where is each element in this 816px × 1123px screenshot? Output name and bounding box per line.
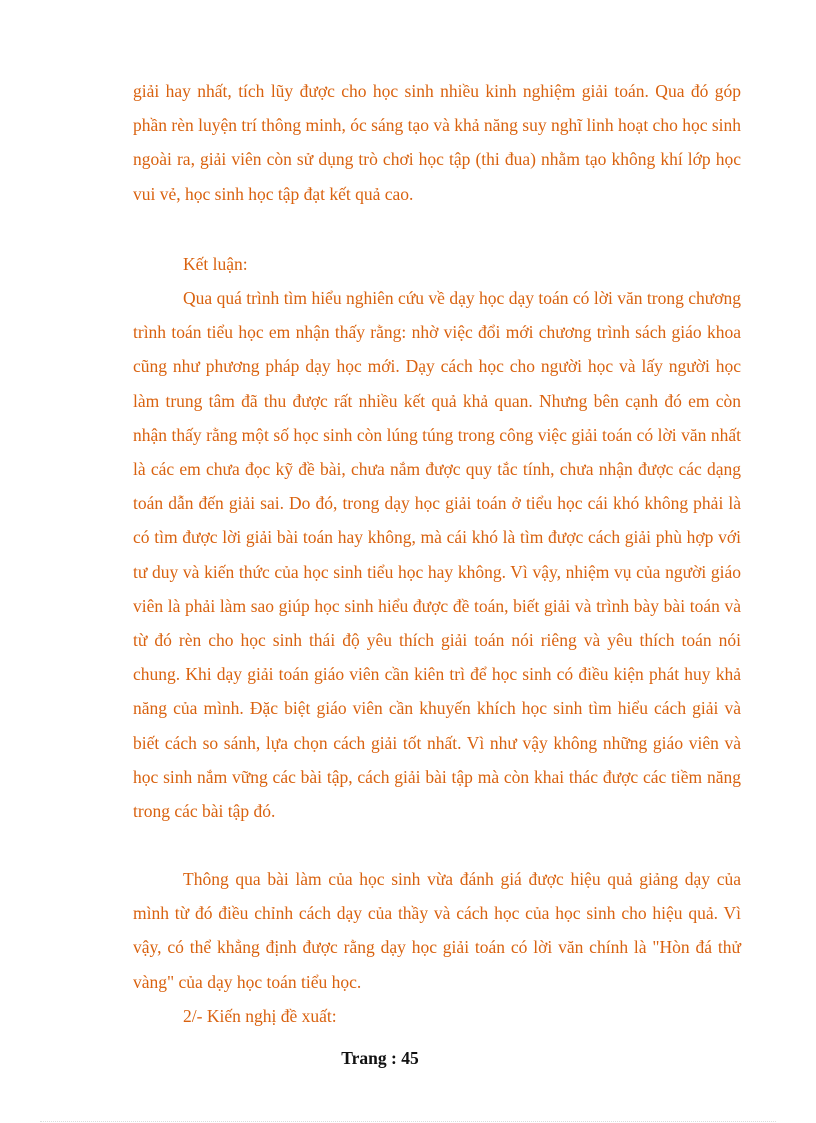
paragraph-final: Thông qua bài làm của học sinh vừa đánh giá được hiệu quả giảng dạy của mình từ đó điều chỉnh cách dạy của thầy và cách học của học sinh cho hiệu quả. Vì vậy, có thể khẳng định được rằng dạy học giải toán có lời văn chính là "Hòn đá thử vàng" của dạy học toán tiểu học.	[133, 869, 741, 992]
page-number-label: Trang : 45	[341, 1048, 419, 1068]
proposal-heading: 2/- Kiến nghị đề xuất:	[183, 1006, 337, 1026]
paragraph-conclusion: Qua quá trình tìm hiểu nghiên cứu về dạy học dạy toán có lời văn trong chương trình toán tiểu học em nhận thấy rằng: nhờ việc đổi mới chương trình sách giáo khoa cũng như phương pháp dạy học mới. Dạy cách học cho người học và lấy người học làm trung tâm đã thu được rất nhiều kết quả khả quan. Nhưng bên cạnh đó em còn nhận thấy rằng một số học sinh còn lúng túng trong công việc giải toán có lời văn nhất là các em chưa đọc kỹ đề bài, chưa nắm được quy tắc tính, chưa nhận được các dạng toán dẫn đến giải sai. Do đó, trong dạy học giải toán ở tiểu học cái khó không phải là có tìm được lời giải bài toán hay không, mà cái khó là tìm được cách giải phù hợp với tư duy và kiến thức của học sinh tiểu học hay không. Vì vậy, nhiệm vụ của người giáo viên là phải làm sao giúp học sinh hiểu được đề toán, biết giải và trình bày bài toán và từ đó rèn cho học sinh thái độ yêu thích giải toán nói riêng và yêu thích toán nói chung. Khi dạy giải toán giáo viên cần kiên trì để học sinh có điều kiện phát huy khả năng của mình. Đặc biệt giáo viên cần khuyến khích học sinh tìm hiểu cách giải và biết cách so sánh, lựa chọn cách giải tốt nhất. Vì như vậy không những giáo viên và học sinh nắm vững các bài tập, cách giải bài tập mà còn khai thác được các tiềm năng trong các bài tập đó.	[133, 288, 741, 822]
page-number-footer	[0, 1048, 760, 1069]
conclusion-heading: Kết luận:	[183, 254, 248, 274]
paragraph-intro: giải hay nhất, tích lũy được cho học sinh nhiều kinh nghiệm giải toán. Qua đó góp phần rèn luyện trí thông minh, óc sáng tạo và khả năng suy nghĩ linh hoạt cho học sinh ngoài ra, giải viên còn sử dụng trò chơi học tập (thi đua) nhằm tạo không khí lớp học vui vẻ, học sinh học tập đạt kết quả cao.	[133, 81, 742, 204]
